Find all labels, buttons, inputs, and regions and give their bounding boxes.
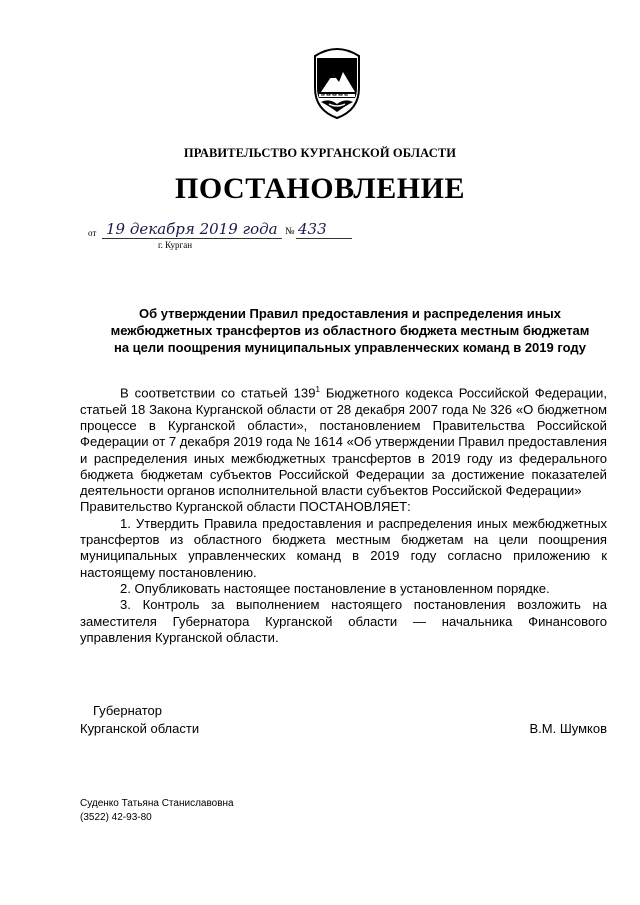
date-prefix: от [88, 228, 97, 238]
document-subject [60, 305, 640, 356]
subject-line: Об утверждении Правил предоставления и распределения иных [139, 306, 561, 321]
document-date: 19 декабря 2019 года [106, 220, 278, 238]
executor-phone: (3522) 42-93-80 [80, 812, 152, 823]
preamble-superscript: 1 [315, 385, 320, 394]
executor-block [80, 797, 234, 825]
preamble-text-cont: Бюджетного кодекса Российской Федерации, статьей 18 Закона Курганской области от 28 декабря 2007 года № 326 «О бюджетном процессе в Курганской области», постановлением Правительства Российской Федерации от 7 декабря 2019 года № 1614 «Об утверждении Правил предоставления и распределения иных межбюджетных трансфертов в 2019 году из федерального бюджета бюджетам субъектов Российской Федерации за достижение показателей деятельности органов исполнительной власти субъектов Российской Федерации» [80, 385, 607, 499]
document-number: 433 [298, 220, 327, 238]
subject-line: на цели поощрения муниципальных управленческих команд в 2019 году [113, 340, 587, 355]
resolution-line: Правительство Курганской области ПОСТАНОВЛЯЕТ: [80, 499, 411, 515]
signatory-name: В.М. Шумков [529, 721, 607, 736]
item-2: 2. Опубликовать настоящее постановление в установленном порядке. [120, 580, 550, 596]
document-type: ПОСТАНОВЛЕНИЕ [175, 172, 465, 205]
item-3: 3. Контроль за выполнением настоящего постановления возложить на заместителя Губернатора Курганской области — начальника Финансового управления Курганской области. [80, 597, 607, 645]
subject-line: межбюджетных трансфертов из областного бюджета местным бюджетам [110, 323, 590, 338]
date-number-line [88, 220, 388, 256]
preamble-paragraph [80, 382, 607, 499]
number-sign: № [285, 226, 295, 237]
coat-of-arms-icon [307, 42, 367, 122]
signatory-title: Губернатор [93, 703, 162, 718]
item-1: 1. Утвердить Правила предоставления и распределения иных межбюджетных трансфертов из областного бюджета местным бюджетам на цели поощрения муниципальных управленческих команд в 2019 году согласно приложению к настоящему постановлению. [80, 515, 607, 580]
organization-name: ПРАВИТЕЛЬСТВО КУРГАНСКОЙ ОБЛАСТИ [183, 146, 457, 160]
city: г. Курган [158, 240, 193, 250]
preamble-text: В соответствии со статьей 139 [120, 385, 316, 401]
number-underline [296, 238, 352, 239]
date-underline [102, 238, 282, 239]
document-body [80, 382, 607, 646]
executor-name: Суденко Татьяна Станиславовна [80, 798, 234, 809]
signatory-region: Курганской области [80, 721, 200, 736]
